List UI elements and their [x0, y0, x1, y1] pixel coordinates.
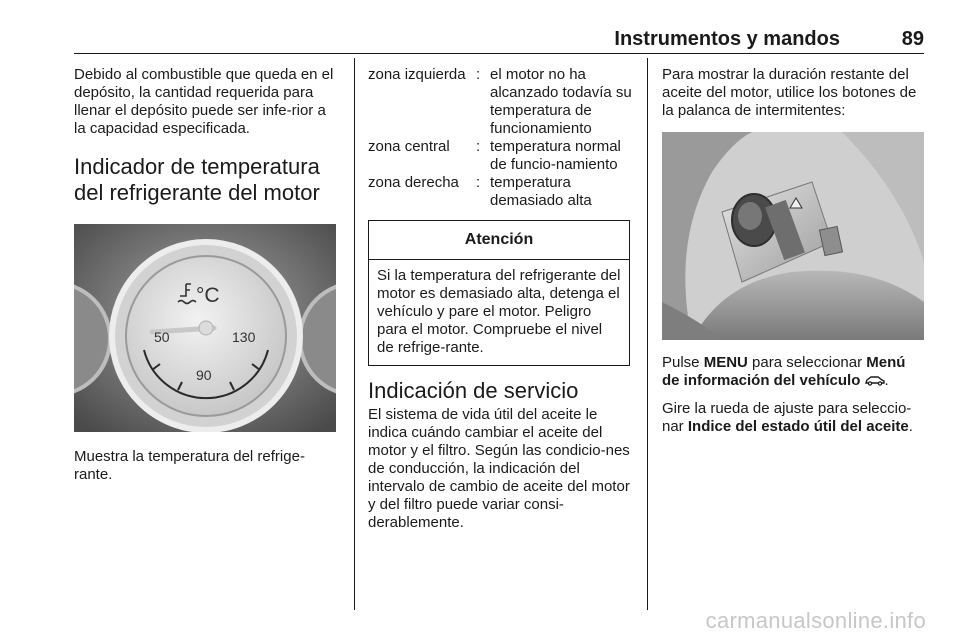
vehicle-info-menu-label: Menú de información del vehículo — [662, 354, 906, 389]
gauge-tick-label: 130 — [232, 329, 256, 345]
thumbwheel-instruction — [662, 400, 926, 436]
temperature-zones-list — [368, 66, 632, 210]
zone-separator: : — [476, 66, 481, 83]
gauge-caption: Muestra la temperatura del refrige-rante. — [74, 448, 305, 483]
running-header-title: Instrumentos y mandos — [614, 28, 840, 50]
column-middle — [368, 66, 632, 532]
gauge-tick-label: 50 — [154, 329, 170, 345]
attention-box — [368, 220, 630, 366]
column-divider — [647, 58, 648, 610]
zone-description: temperatura normal de funcio-namiento — [490, 138, 621, 173]
zone-description: el motor no ha alcanzado todavía su temperatura de funcionamiento — [490, 66, 632, 137]
zone-term: zona central — [368, 138, 450, 155]
oil-life-intro: Para mostrar la duración restante del aceite del motor, utilice los botones de la palanca de intermitentes: — [662, 66, 917, 119]
text-run: . — [908, 418, 913, 435]
gauge-unit: °C — [196, 284, 220, 307]
section-heading-service: Indicación de servicio — [368, 378, 579, 403]
attention-body: Si la temperatura del refrigerante del motor es demasiado alta, detenga el vehículo y pare el motor. Peligro para el motor. Compruebe el nivel de refrige-rante. — [377, 267, 621, 356]
zone-separator: : — [476, 174, 481, 191]
text-run: Pulse — [662, 354, 704, 371]
coolant-gauge-photo — [74, 224, 336, 432]
page-number: 89 — [901, 28, 924, 50]
zone-separator: : — [476, 138, 481, 155]
column-left — [74, 66, 340, 484]
menu-instruction — [662, 354, 926, 390]
fuel-note: Debido al combustible que queda en el depósito, la cantidad requerida para llenar el depósito puede ser infe-rior a la capacidad especificada. — [74, 66, 334, 137]
gauge-tick-label: 90 — [196, 367, 212, 383]
oil-life-index-label: Indice del estado útil del aceite — [687, 418, 909, 435]
attention-title: Atención — [369, 221, 629, 260]
service-description: El sistema de vida útil del aceite le indica cuándo cambiar el aceite del motor y el filtro. Según las condicio-nes de conducción, la indicación del intervalo de cambio de aceite del motor y del filtro puede variar consi-derablemente. — [368, 406, 630, 531]
text-run: . — [884, 372, 889, 389]
menu-button-label: MENU — [703, 354, 748, 371]
text-run: para seleccionar — [747, 354, 867, 371]
header-rule — [74, 53, 924, 54]
turn-signal-lever-photo — [662, 132, 924, 340]
column-right — [662, 66, 926, 436]
car-icon — [865, 374, 885, 386]
zone-term: zona derecha — [368, 174, 459, 191]
zone-description: temperatura demasiado alta — [490, 174, 592, 209]
section-heading-coolant: Indicador de temperatura del refrigerante del motor — [74, 154, 320, 205]
text-run: Gire la rueda de ajuste para seleccio-nar — [662, 400, 912, 435]
watermark: carmanualsonline.info — [705, 608, 926, 633]
zone-term: zona izquierda — [368, 66, 466, 83]
column-divider — [354, 58, 355, 610]
